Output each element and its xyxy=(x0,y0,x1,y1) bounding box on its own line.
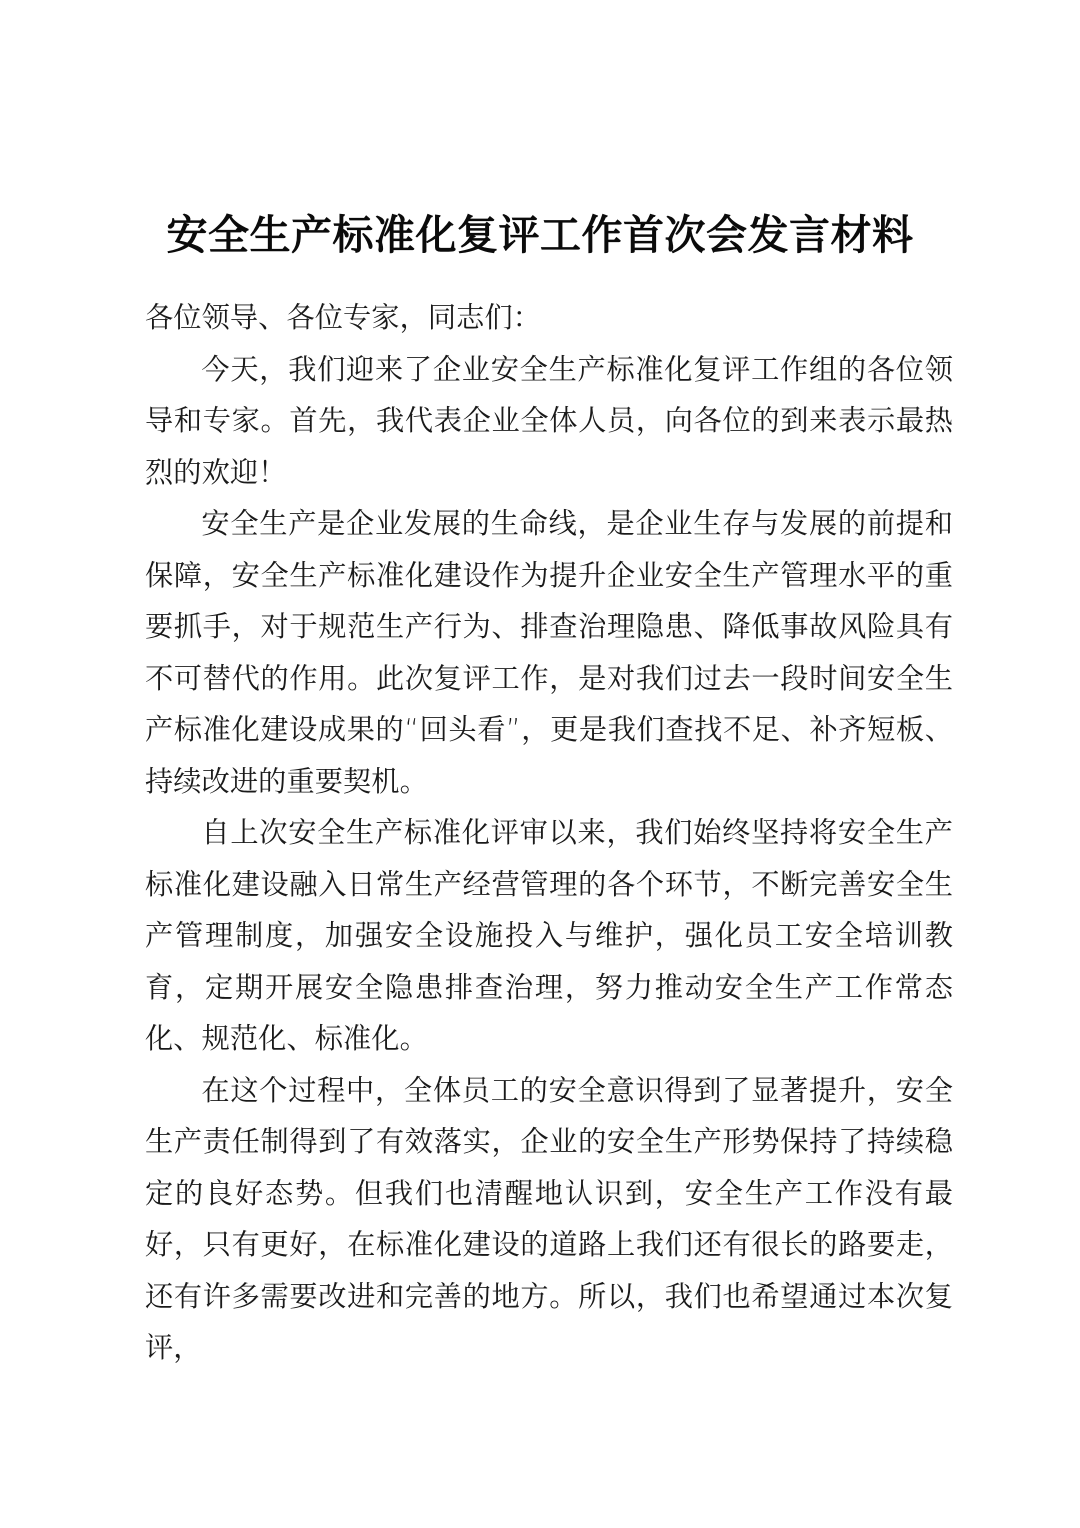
paragraph-welcome: 今天，我们迎来了企业安全生产标准化复评工作组的各位领导和专家。首先，我代表企业全体人员，向各位的到来表示最热烈的欢迎！ xyxy=(145,352,953,489)
paragraph-results-and-gaps: 在这个过程中，全体员工的安全意识得到了显著提升，安全生产责任制得到了有效落实，企业的安全生产形势保持了持续稳定的良好态势。但我们也清醒地认识到，安全生产工作没有最好，只有更好，在标准化建设的道路上我们还有很长的路要走，还有许多需要改进和完善的地方。所以，我们也希望通过本次复评， xyxy=(145,1073,953,1364)
paragraph-salutation: 各位领导、各位专家，同志们： xyxy=(145,301,542,334)
paragraph-significance: 安全生产是企业发展的生命线，是企业生存与发展的前提和保障，安全生产标准化建设作为提升企业安全生产管理水平的重要抓手，对于规范生产行为、排查治理隐患、降低事故风险具有不可替代的作用。此次复评工作，是对我们过去一段时间安全生产标准化建设成果的“回头看”，更是我们查找不足、补齐短板、持续改进的重要契机。 xyxy=(145,507,953,798)
document-body xyxy=(145,292,953,1374)
page-title: 安全生产标准化复评工作首次会发言材料 xyxy=(166,211,914,260)
paragraph-work-since-last-review: 自上次安全生产标准化评审以来，我们始终坚持将安全生产标准化建设融入日常生产经营管理的各个环节，不断完善安全生产管理制度，加强安全设施投入与维护，强化员工安全培训教育，定期开展安全隐患排查治理，努力推动安全生产工作常态化、规范化、标准化。 xyxy=(145,816,953,1055)
